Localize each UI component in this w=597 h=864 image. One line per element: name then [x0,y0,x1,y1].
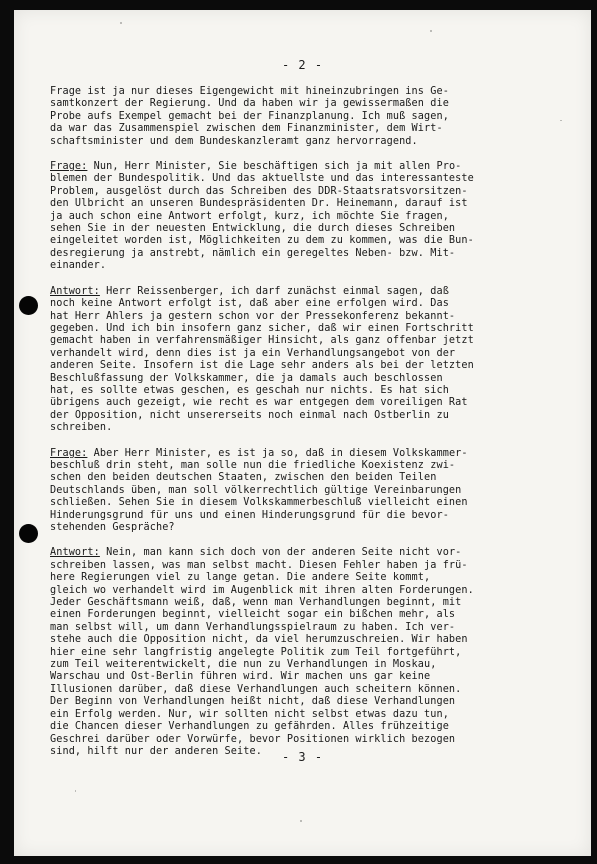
paragraph-text: Nun, Herr Minister, Sie beschäftigen sich ja mit allen Pro- blemen der Bundespolitik. Und das aktuellste und das interessanteste Problem, ausgelöst durch das Schreiben des DDR-Staatsratsvorsitzen- den Ulbricht an unseren Bundespräsidenten Dr. Heinemann, darauf ist ja auch schon eine Antwort erfolgt, kurz, ich möchte Sie fragen, sehen Sie in der neuesten Entwicklung, die durch dieses Schreiben eingeleitet worden ist, Möglichkeiten zu dem zu kommen, was die Bun- desregierung ja anstrebt, nämlich ein geregeltes Neben- bzw. Mit- einander. [50,161,474,272]
punch-hole-bottom [19,524,38,543]
paragraph-text: Herr Reissenberger, ich darf zunächst einmal sagen, daß noch keine Antwort erfolgt ist, daß aber eine erfolgen wird. Das hat Herr Ahlers ja gestern schon vor der Pressekonferenz bekannt- gegeben. Und ich bin insofern ganz sicher, daß wir einen Fortschritt gemacht haben in verfahrensmäßiger Hinsicht, als ganz offenbar jetzt verhandelt wird, denn dies ist ja ein Verhandlungsangebot von der anderen Seite. Insofern ist die Lage sehr anders als bei der letzten Beschlußfassung der Volkskammer, die ja damals auch beschlossen hat, es sollte etwas geschen, es geschah nur nichts. Es hat sich übrigens auch gezeigt, wie recht es war entgegen dem voreiligen Rat der Opposition, nicht unsererseits noch einmal nach Ostberlin zu schreiben. [50,285,474,434]
paragraph-lead: Antwort: [50,285,100,297]
paper-speck [560,120,562,121]
paper-speck [430,30,432,32]
paragraph-4 [50,448,570,535]
punch-hole-top [19,296,38,315]
paragraph-3 [50,286,570,435]
paragraph-text: Nein, man kann sich doch von der anderen Seite nicht vor- schreiben lassen, was man selbst macht. Diesen Fehler haben ja frü- here Regierungen viel zu lange getan. Die andere Seite kommt, gleich wo verhandelt wird im Augenblick mit ihren alten Forderungen. Jeder Geschäftsmann weiß, daß, wenn man Verhandlungen beginnt, mit einen Forderungen beginnt, vielleicht sogar ein bißchen mehr, als man selbst will, um dann Verhandlungsspielraum zu haben. Ich ver- stehe auch die Opposition nicht, da viel herumzuschreien. Wir haben hier eine sehr langfristig angelegte Politik zum Teil fortgeführt, zum Teil weiterentwickelt, die nun zu Verhandlungen in Moskau, Warschau und Ost-Berlin führen wird. Wir machen uns gar keine Illusionen darüber, daß diese Verhandlungen auch scheitern können. Der Beginn von Verhandlungen heißt nicht, daß diese Verhandlungen ein Erfolg werden. Nur, wir sollten nicht selbst etwas dazu tun, die Chancen dieser Verhandlungen zu gefährden. Alles frühzeitige Geschrei darüber oder Vorwürfe, bevor Positionen wirklich bezogen sind, hilft nur der anderen Seite. [50,547,474,757]
paper-speck [120,22,122,24]
paragraph-text: Aber Herr Minister, es ist ja so, daß in diesem Volkskammer- beschluß drin steht, man solle nun die friedliche Koexistenz zwi- schen den beiden deutschen Staaten, zwischen den beiden Teilen Deutschlands üben, man soll völkerrechtlich gültige Vereinbarungen schließen. Sehen Sie in diesem Volkskammerbeschluß vielleicht einen Hinderungsgrund für uns und einen Hinderungsgrund für die bevor- stehenden Gespräche? [50,447,468,533]
document-body [50,86,570,771]
paragraph-text: Frage ist ja nur dieses Eigengewicht mit hineinzubringen ins Ge- samtkonzert der Regierung. Und da haben wir ja gewissermaßen die Probe aufs Exempel gemacht bei der Finanzplanung. Ich muß sagen, da war das Zusammenspiel zwischen dem Finanzminister, dem Wirt- schaftsminister und dem Bundeskanzleramt ganz hervorragend. [50,86,449,147]
paragraph-lead: Frage: [50,161,88,173]
paper-speck [75,790,76,792]
page-number-header: - 2 - [281,58,324,72]
document-page [14,10,591,856]
paragraph-1 [50,86,570,148]
page-number-footer: - 3 - [281,750,324,764]
paragraph-5 [50,547,570,758]
paragraph-lead: Frage: [50,447,88,459]
paragraph-2 [50,161,570,273]
paper-speck [300,820,302,822]
paragraph-lead: Antwort: [50,547,100,559]
